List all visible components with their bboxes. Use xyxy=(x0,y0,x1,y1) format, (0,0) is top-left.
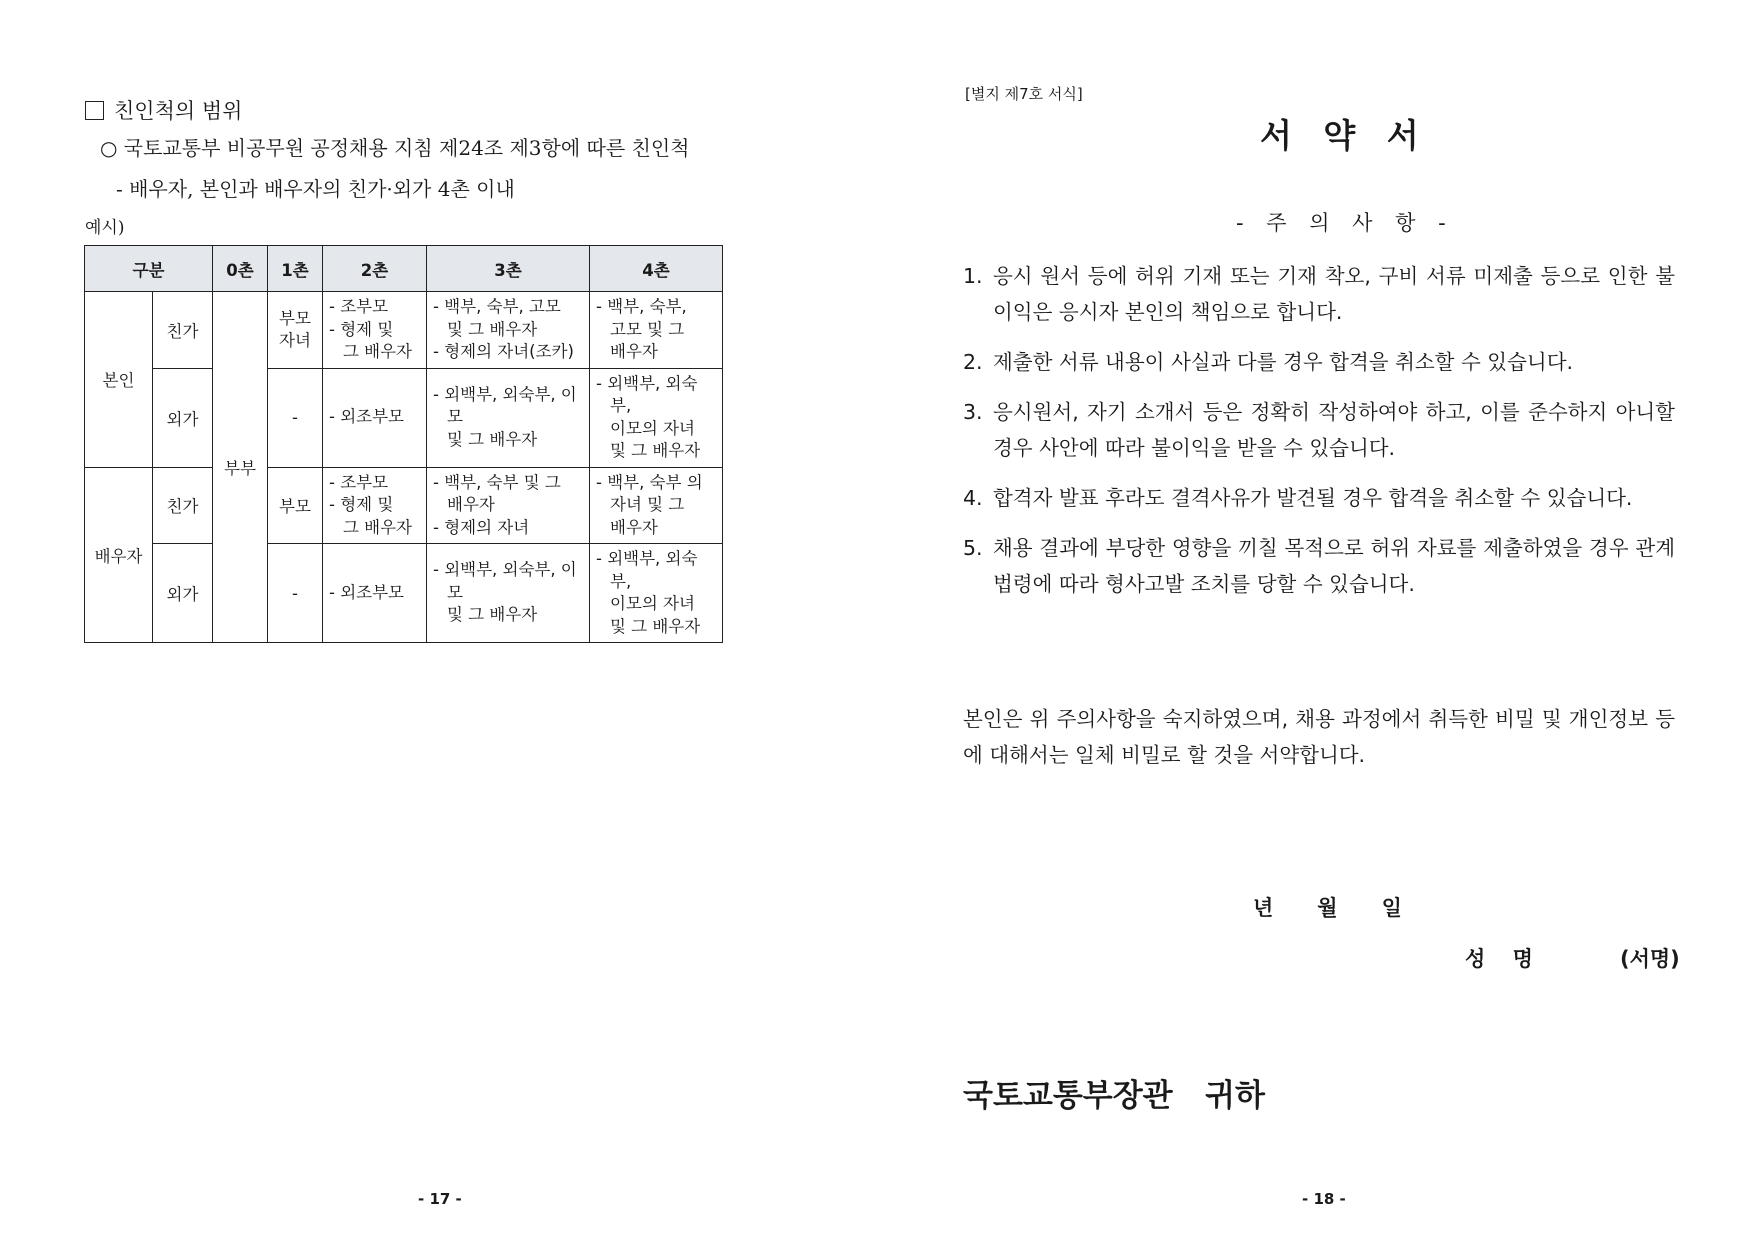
header-1: 1촌 xyxy=(268,246,323,292)
two-degree-cell xyxy=(323,544,427,643)
name-label: 성 명 xyxy=(1465,947,1543,971)
pledge-text: 본인은 위 주의사항을 숙지하였으며, 채용 과정에서 취득한 비밀 및 개인정보 등에 대해서는 일체 비밀로 할 것을 서약합니다. xyxy=(963,707,1675,767)
list-item: - 외백부, 외숙부, 이모 xyxy=(433,384,577,427)
list-item: - 백부, 숙부, 고모 xyxy=(433,297,561,316)
date-day: 일 xyxy=(1381,896,1402,920)
item-text: 응시 원서 등에 허위 기재 또는 기재 착오, 구비 서류 미제출 등으로 인한 불이익은 응시자 본인의 책임으로 합니다. xyxy=(993,264,1675,324)
one-degree-parents: 부모 xyxy=(268,467,323,544)
date-year: 년 xyxy=(1253,896,1274,920)
list-item xyxy=(963,394,1675,466)
three-degree-cell xyxy=(427,544,590,643)
zero-degree: 부부 xyxy=(213,292,268,643)
four-degree-cell xyxy=(590,544,723,643)
list-item: - 백부, 숙부 의 xyxy=(596,472,703,492)
one-degree-parents: 부모 xyxy=(279,308,311,328)
two-degree-cell xyxy=(323,467,427,544)
list-item: - 백부, 숙부 및 그 xyxy=(433,472,561,492)
item-text: 제출한 서류 내용이 사실과 다를 경우 합격을 취소할 수 있습니다. xyxy=(993,350,1574,374)
list-item xyxy=(963,530,1675,602)
one-degree-none: - xyxy=(268,544,323,643)
regulation-bullet: ○ 국토교통부 비공무원 공정채용 지침 제24조 제3항에 따른 친인척 xyxy=(100,136,690,160)
item-number: 2. xyxy=(963,350,983,374)
item-number: 1. xyxy=(963,264,983,288)
four-degree-cell xyxy=(590,292,723,369)
notice-heading: - 주 의 사 항 - xyxy=(1236,211,1454,235)
one-degree-children: 자녀 xyxy=(279,330,311,350)
example-label: 예시) xyxy=(85,218,125,238)
side-maternal: 외가 xyxy=(153,544,213,643)
section-title-text: 친인척의 범위 xyxy=(114,99,243,123)
list-item: 배우자 xyxy=(610,517,658,537)
table-row xyxy=(85,292,723,369)
list-item: 그 배우자 xyxy=(343,517,413,537)
three-degree-cell xyxy=(427,467,590,544)
list-item: - 조부모 xyxy=(329,472,389,492)
item-text: 응시원서, 자기 소개서 등은 정확히 작성하여야 하고, 이를 준수하지 아니할 경우 사안에 따라 불이익을 받을 수 있습니다. xyxy=(993,400,1675,460)
list-item xyxy=(963,258,1675,330)
four-degree-cell xyxy=(590,368,723,467)
item-number: 5. xyxy=(963,536,983,560)
list-item: 고모 및 그 xyxy=(610,319,685,339)
header-category: 구분 xyxy=(85,246,213,292)
table-row xyxy=(85,544,723,643)
date-line xyxy=(1253,892,1402,922)
header-4: 4촌 xyxy=(590,246,723,292)
list-item: 및 그 배우자 xyxy=(610,441,701,460)
list-item: 및 그 배우자 xyxy=(447,319,538,339)
two-degree-cell xyxy=(323,292,427,369)
three-degree-cell xyxy=(427,292,590,369)
list-item: - 형제의 자녀 xyxy=(433,517,530,537)
list-item: - 외백부, 외숙부, xyxy=(596,549,698,591)
list-item: 및 그 배우자 xyxy=(447,605,538,625)
list-item: - 형제 및 xyxy=(329,495,394,514)
item-number: 3. xyxy=(963,400,983,424)
form-label: [별지 제7호 서식] xyxy=(965,85,1083,103)
item-text: 채용 결과에 부당한 영향을 끼칠 목적으로 허위 자료를 제출하였을 경우 관계 법령에 따라 형사고발 조치를 당할 수 있습니다. xyxy=(993,536,1675,596)
four-degree-cell xyxy=(590,467,723,544)
side-maternal: 외가 xyxy=(153,368,213,467)
header-3: 3촌 xyxy=(427,246,590,292)
section-title xyxy=(85,95,242,125)
scope-line: - 배우자, 본인과 배우자의 친가·외가 4촌 이내 xyxy=(116,177,515,201)
group-spouse: 배우자 xyxy=(85,467,153,643)
relatives-table xyxy=(84,245,723,643)
list-item: - 형제의 자녀(조카) xyxy=(433,342,574,361)
page-number: - 18 - xyxy=(1302,1190,1346,1208)
table-header-row xyxy=(85,246,723,292)
list-item: - 조부모 xyxy=(329,297,389,316)
signature-label: (서명) xyxy=(1620,947,1680,971)
notice-list xyxy=(963,258,1675,616)
page-18 xyxy=(876,0,1752,1239)
one-degree xyxy=(268,292,323,369)
two-degree-cell xyxy=(323,368,427,467)
item-number: 4. xyxy=(963,486,983,510)
list-item: 그 배우자 xyxy=(343,342,413,361)
table-row xyxy=(85,368,723,467)
list-item: - 외조부모 xyxy=(329,407,404,427)
list-item xyxy=(963,344,1675,380)
date-month: 월 xyxy=(1317,896,1338,920)
header-2: 2촌 xyxy=(323,246,427,292)
document-title: 서 약 서 xyxy=(1260,116,1429,155)
list-item: 이모의 자녀 xyxy=(610,418,695,438)
list-item: - 외백부, 외숙부, 이모 xyxy=(433,560,577,602)
one-degree-none: - xyxy=(268,368,323,467)
list-item: - 백부, 숙부, xyxy=(596,297,687,316)
list-item: 자녀 및 그 xyxy=(610,495,685,514)
header-0: 0촌 xyxy=(213,246,268,292)
list-item: 배우자 xyxy=(447,495,495,514)
list-item: - 외조부모 xyxy=(329,582,404,602)
three-degree-cell xyxy=(427,368,590,467)
side-paternal: 친가 xyxy=(153,467,213,544)
addressee: 국토교통부장관 귀하 xyxy=(963,1078,1265,1114)
list-item xyxy=(963,480,1675,516)
list-item: 및 그 배우자 xyxy=(447,429,538,449)
list-item: 이모의 자녀 xyxy=(610,594,695,613)
table-row xyxy=(85,467,723,544)
checkbox-icon xyxy=(85,101,104,120)
item-text: 합격자 발표 후라도 결격사유가 발견될 경우 합격을 취소할 수 있습니다. xyxy=(993,486,1633,510)
list-item: - 형제 및 xyxy=(329,319,394,339)
page-number: - 17 - xyxy=(418,1190,462,1208)
list-item: 배우자 xyxy=(610,342,658,361)
list-item: 및 그 배우자 xyxy=(610,616,701,636)
group-self: 본인 xyxy=(85,292,153,468)
side-paternal: 친가 xyxy=(153,292,213,369)
list-item: - 외백부, 외숙부, xyxy=(596,373,698,415)
